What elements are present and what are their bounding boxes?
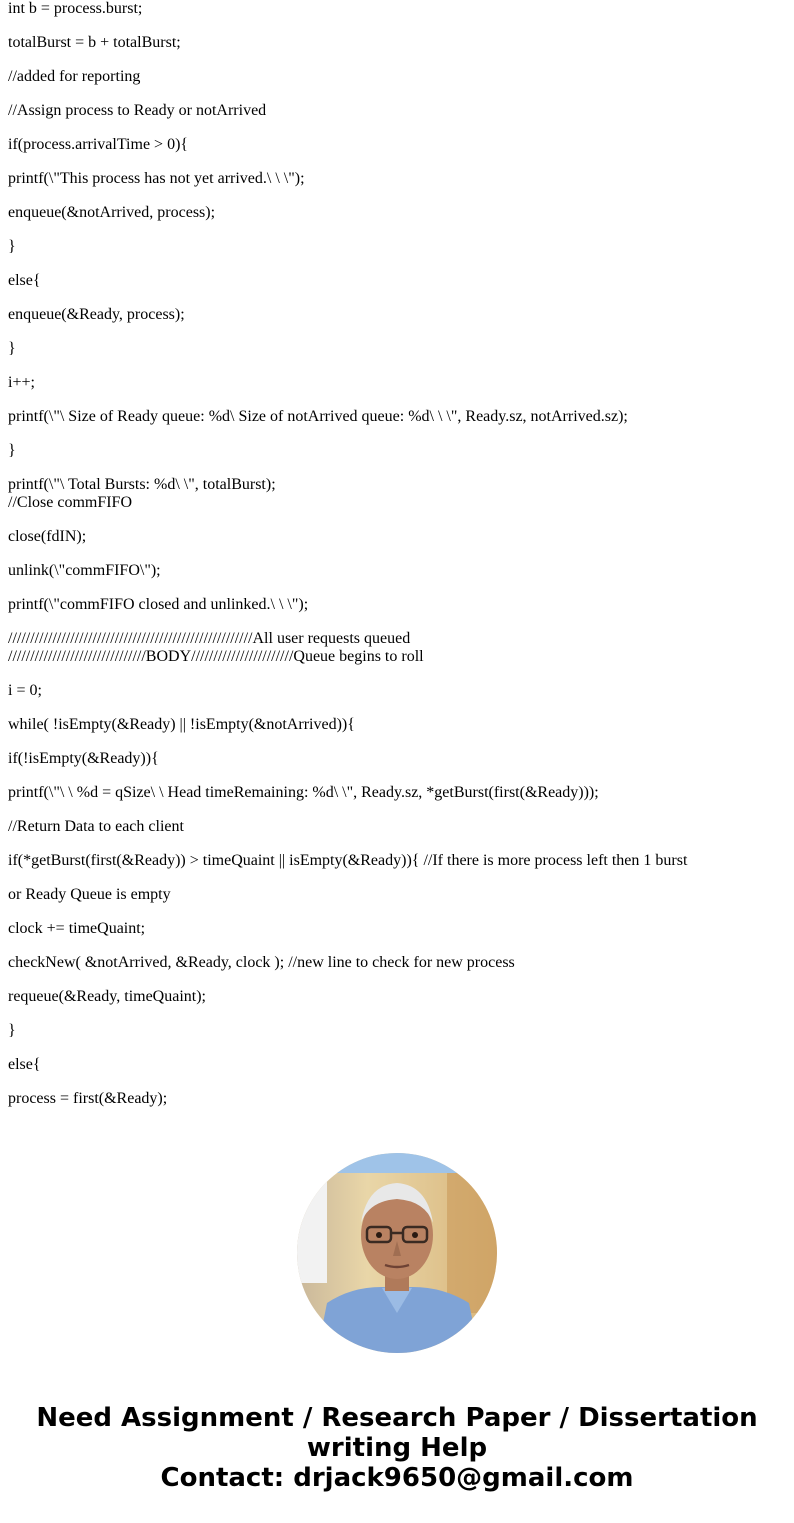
code-line: printf(\"commFIFO closed and unlinked.\ \ \"); xyxy=(8,596,309,613)
code-line: printf(\"\ \ %d = qSize\ \ Head timeRemaining: %d\ \", Ready.sz, *getBurst(first(&Ready))); xyxy=(8,784,599,801)
code-line: //Assign process to Ready or notArrived xyxy=(8,102,267,119)
code-line: i = 0; xyxy=(8,682,42,699)
code-line: or Ready Queue is empty xyxy=(8,886,171,903)
code-line: if(process.arrivalTime > 0){ xyxy=(8,136,189,153)
contact-email-line[interactable]: Contact: drjack9650@gmail.com xyxy=(160,1463,634,1493)
code-line: totalBurst = b + totalBurst; xyxy=(8,34,181,51)
code-line: } xyxy=(8,340,16,357)
code-line: ///////////////////////////////BODY///////////////////////Queue begins to roll xyxy=(8,648,424,665)
code-line: //Return Data to each client xyxy=(8,818,184,835)
code-line: process = first(&Ready); xyxy=(8,1090,168,1107)
contact-headline-line2: writing Help xyxy=(306,1433,488,1463)
code-line: else{ xyxy=(8,272,41,289)
code-line: if(!isEmpty(&Ready)){ xyxy=(8,750,159,767)
code-line: requeue(&Ready, timeQuaint); xyxy=(8,988,206,1005)
code-line: int b = process.burst; xyxy=(8,0,143,17)
author-avatar xyxy=(297,1153,497,1353)
code-line: enqueue(&notArrived, process); xyxy=(8,204,216,221)
person-portrait-icon xyxy=(297,1153,497,1353)
code-line: printf(\"\ Size of Ready queue: %d\ Size of notArrived queue: %d\ \ \", Ready.sz, notArrived.sz); xyxy=(8,408,628,425)
code-line: while( !isEmpty(&Ready) || !isEmpty(&notArrived)){ xyxy=(8,716,355,733)
code-line: //Close commFIFO xyxy=(8,494,133,511)
code-line: } xyxy=(8,442,16,459)
contact-banner xyxy=(0,1403,794,1493)
code-line: else{ xyxy=(8,1056,41,1073)
code-line: printf(\"This process has not yet arrived.\ \ \"); xyxy=(8,170,305,187)
code-line: ///////////////////////////////////////////////////////All user requests queued xyxy=(8,630,411,647)
contact-headline-line1: Need Assignment / Research Paper / Dissertation xyxy=(36,1403,758,1433)
code-line: //added for reporting xyxy=(8,68,141,85)
code-line: printf(\"\ Total Bursts: %d\ \", totalBurst); xyxy=(8,476,276,493)
code-line: checkNew( &notArrived, &Ready, clock ); //new line to check for new process xyxy=(8,954,515,971)
code-line: enqueue(&Ready, process); xyxy=(8,306,185,323)
code-line: } xyxy=(8,238,16,255)
code-line: i++; xyxy=(8,374,35,391)
code-line: unlink(\"commFIFO\"); xyxy=(8,562,161,579)
code-line: } xyxy=(8,1022,16,1039)
code-line: clock += timeQuaint; xyxy=(8,920,146,937)
code-line: if(*getBurst(first(&Ready)) > timeQuaint || isEmpty(&Ready)){ //If there is more process left then 1 burst xyxy=(8,852,688,869)
code-line: close(fdIN); xyxy=(8,528,87,545)
